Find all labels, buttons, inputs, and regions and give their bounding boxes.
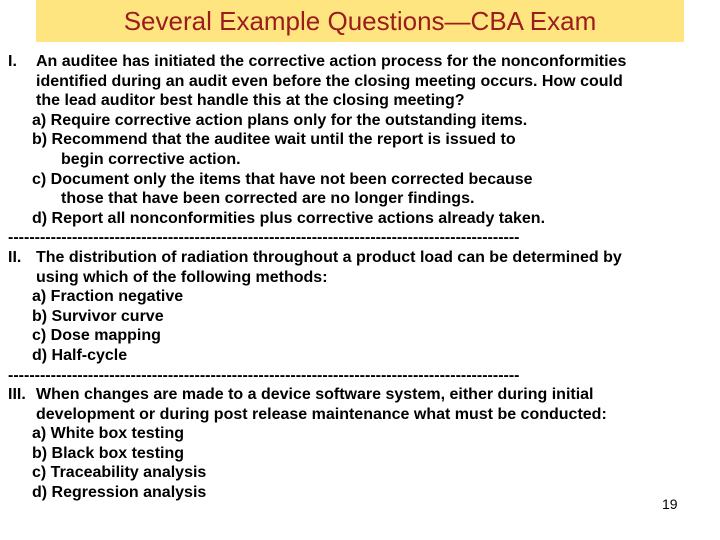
answer-option-continued: those that have been corrected are no longer findings.	[61, 190, 475, 208]
answer-option: b) Black box testing	[32, 444, 185, 462]
page-number: 19	[662, 496, 678, 512]
answer-option: d) Regression analysis	[32, 484, 207, 502]
question-1	[0, 52, 720, 228]
answer-option: a) Fraction negative	[32, 288, 184, 306]
question-number: II.	[8, 248, 22, 266]
answer-option-continued: begin corrective action.	[61, 150, 241, 168]
answer-option: a) Require corrective action plans only for the outstanding items.	[32, 111, 528, 129]
question-number: I.	[8, 53, 17, 70]
question-text-line: using which of the following methods:	[36, 268, 328, 286]
answer-option: c) Dose mapping	[32, 327, 161, 345]
question-number: III.	[8, 386, 26, 404]
question-text-line: development or during post release maintenance what must be conducted:	[36, 405, 607, 423]
separator-line: ------------------------------------------------------------------------------------------------	[8, 366, 520, 384]
questions-content	[0, 52, 720, 503]
answer-option: c) Document only the items that have not been corrected because	[32, 170, 533, 188]
question-text-line: II. The distribution of radiation throughout a product load can be determined by	[8, 248, 622, 266]
question-2	[0, 248, 720, 366]
answer-option: b) Survivor curve	[32, 307, 164, 325]
question-text-line: the lead auditor best handle this at the closing meeting?	[36, 92, 465, 110]
question-text-line: III. When changes are made to a device software system, either during initial	[8, 386, 594, 404]
answer-option: c) Traceability analysis	[32, 464, 207, 482]
slide-title: Several Example Questions—CBA Exam	[123, 5, 597, 36]
title-banner	[36, 0, 684, 42]
answer-option: b) Recommend that the auditee wait until the report is issued to	[32, 131, 516, 149]
answer-option: d) Half-cycle	[32, 346, 128, 364]
answer-option: d) Report all nonconformities plus corrective actions already taken.	[32, 209, 546, 227]
question-3	[0, 385, 720, 503]
question-text-line: identified during an audit even before the closing meeting occurs. How could	[36, 72, 623, 90]
answer-option: a) White box testing	[32, 425, 184, 443]
separator-line: ------------------------------------------------------------------------------------------------	[8, 229, 520, 247]
question-text-line: I. An auditee has initiated the corrective action process for the nonconformities	[8, 53, 627, 70]
